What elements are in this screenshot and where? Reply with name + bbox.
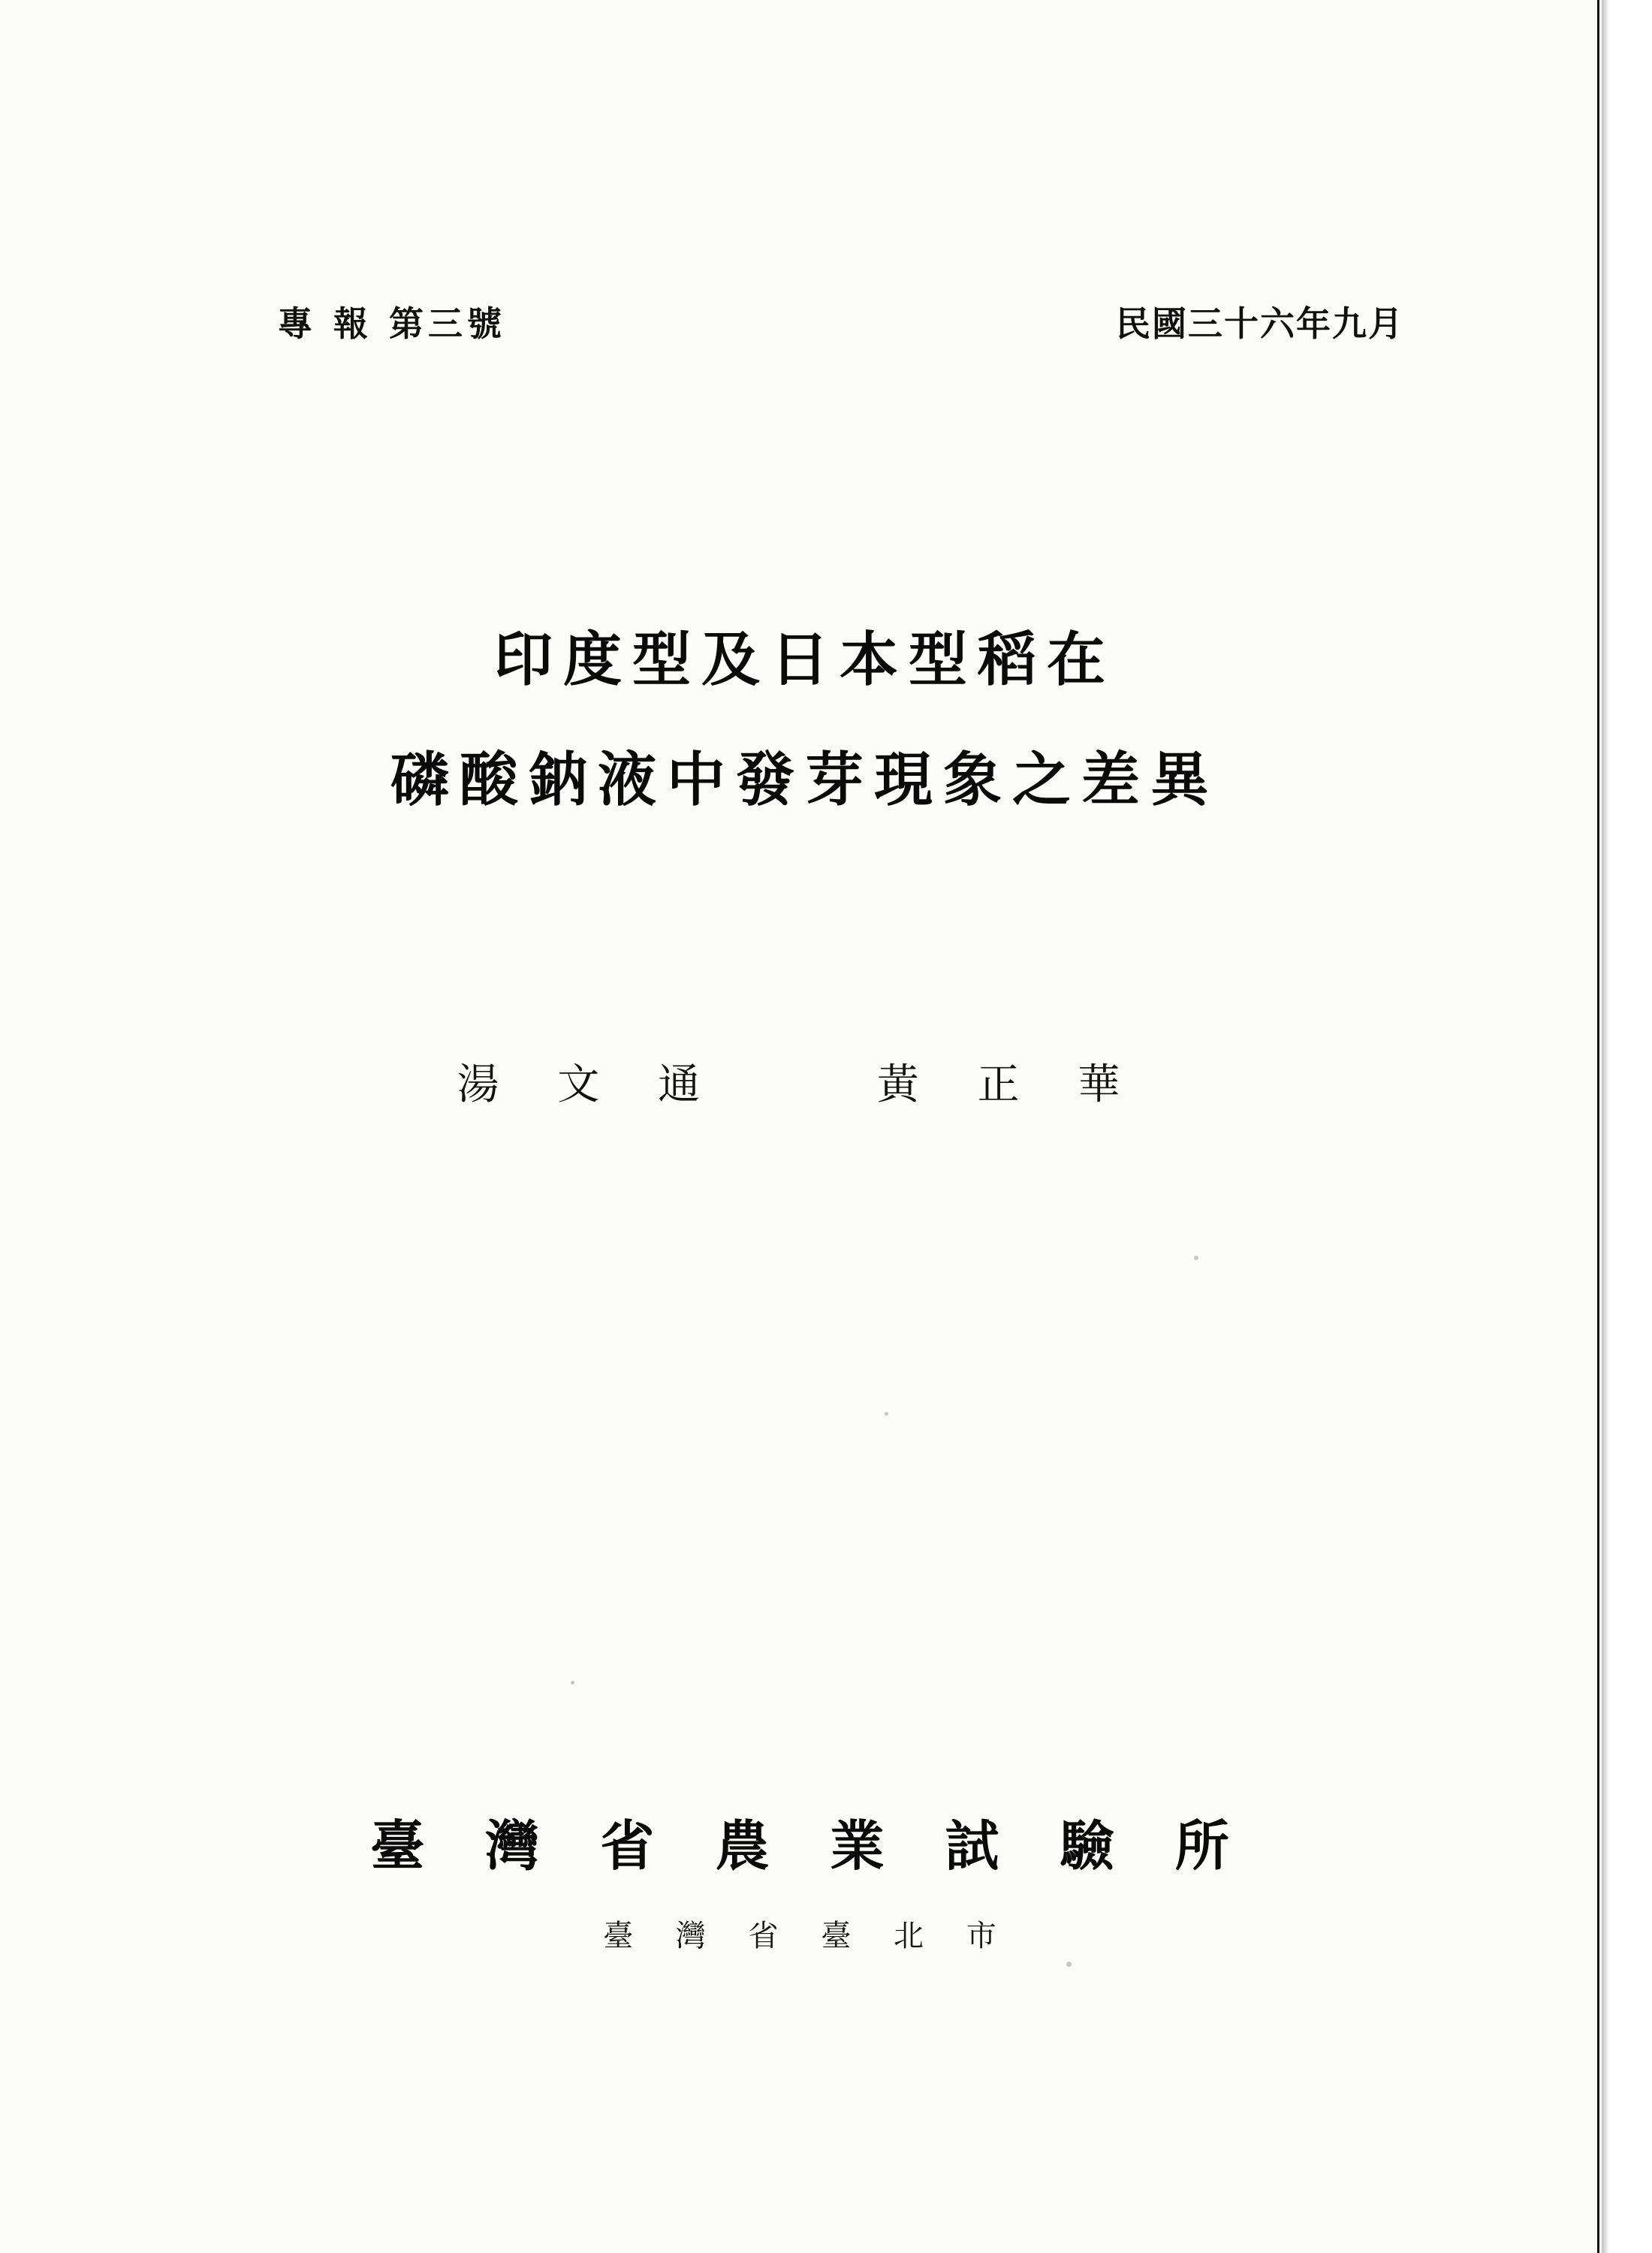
scan-speck	[1066, 1962, 1072, 1967]
publication-date-label: 民國三十六年九月	[1116, 303, 1404, 344]
publisher-place: 臺 灣 省 臺 北 市	[603, 1919, 1013, 1953]
scan-speck	[885, 1412, 888, 1416]
page-header	[278, 297, 1404, 346]
page-edge-shadow	[1597, 0, 1652, 2253]
publisher-block	[0, 1802, 1599, 1955]
title-block	[0, 626, 1599, 814]
title-line-1: 印度型及日本型稻在	[493, 626, 1116, 694]
author-list	[0, 1051, 1599, 1111]
publisher-institution: 臺 灣 省 農 業 試 驗 所	[370, 1814, 1250, 1878]
author-name-1: 湯 文 通	[457, 1060, 723, 1109]
scan-speck	[571, 1681, 574, 1684]
series-number-label: 專 報 第三號	[278, 303, 507, 344]
author-name-2: 黃 正 華	[876, 1060, 1143, 1109]
scan-speck	[1194, 1256, 1198, 1260]
title-line-2: 磷酸鈉液中發芽現象之差異	[390, 746, 1219, 814]
